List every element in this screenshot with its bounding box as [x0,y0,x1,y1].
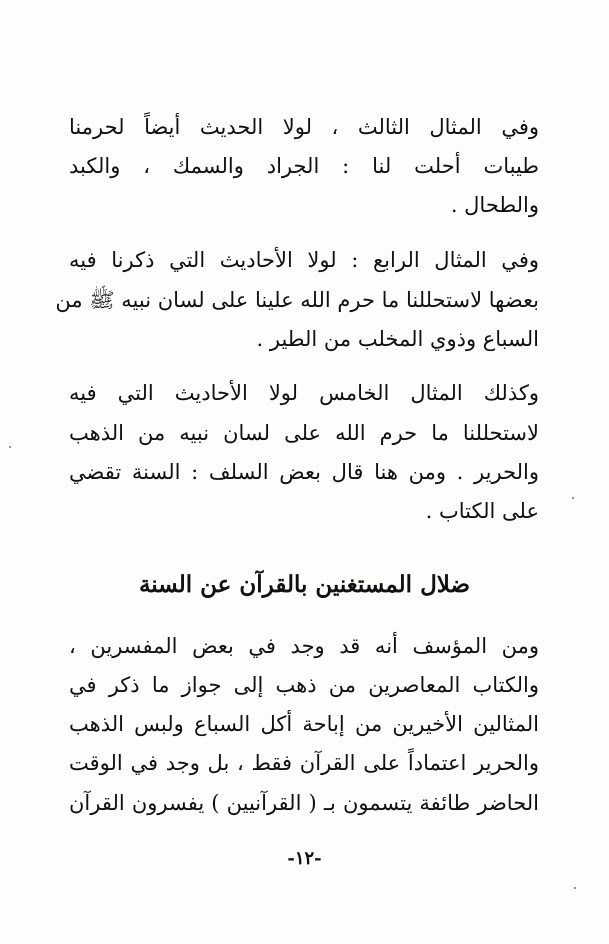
paragraph-2-line-1: وفي المثال الرابع : لولا الأحاديث التي ذكرنا فيه [69,248,539,272]
paragraph-2-line-3: السباع وذوي المخلب من الطير . [256,327,539,351]
paragraph-1-line-1: وفي المثال الثالث ، لولا الحديث أيضاً لحرمنا [69,115,539,139]
section-paragraph-line-1: ومن المؤسف أنه قد وجد في بعض المفسرين ، [69,634,539,658]
scan-speck [9,446,11,448]
paragraph-3-line-2: لاستحللنا ما حرم الله على لسان نبيه من الذهب [69,421,539,445]
section-paragraph-line-3: المثالين الأخيرين من إباحة أكل السباع ولبس الذهب [69,712,539,736]
page-number: -١٢- [287,848,322,869]
section-paragraph-line-5: الحاضر طائفة يتسمون بـ ( القرآنيين ) يفسرون القرآن [69,791,539,815]
scan-speck [572,497,574,499]
paragraph-3-line-3: والحرير . ومن هنا قال بعض السلف : السنة تقضي [69,460,539,484]
section-paragraph-line-2: والكتاب المعاصرين من ذهب إلى جواز ما ذكر في [69,673,539,697]
paragraph-1-line-2: طيبات أحلت لنا : الجراد والسمك ، والكبد [69,154,539,178]
section-heading: ضلال المستغنين بالقرآن عن السنة [138,571,471,598]
section-paragraph-line-4: والحرير اعتماداً على القرآن فقط ، بل وجد في الوقت [69,751,539,775]
scan-speck [574,887,576,889]
paragraph-1-line-3: والطحال . [450,193,539,217]
paragraph-3-line-1: وكذلك المثال الخامس لولا الأحاديث التي فيه [69,381,539,405]
paragraph-3-line-4: على الكتاب . [425,499,539,523]
paragraph-2-line-2: بعضها لاستحللنا ما حرم الله علينا على لسان نبيه ﷺ من [55,288,539,312]
